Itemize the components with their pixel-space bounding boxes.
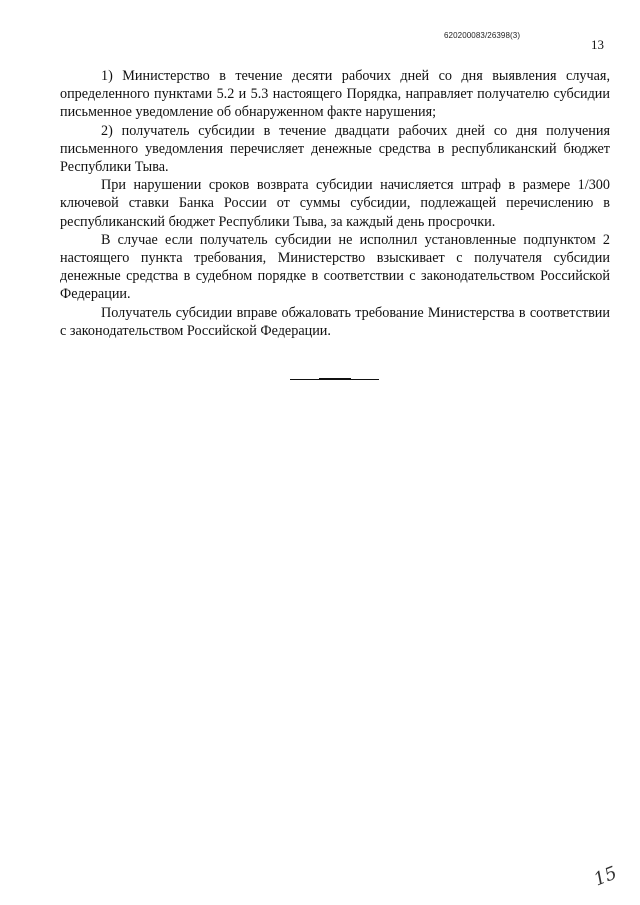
paragraph-refund-by-recipient: 2) получатель субсидии в течение двадцати рабочих дней со дня получения письменного уведомления перечисляет денежные средства в республиканский бюджет Республики Тыва. [60,122,610,176]
paragraph-notification-by-ministry: 1) Министерство в течение десяти рабочих дней со дня выявления случая, определенного пунктами 5.2 и 5.3 настоящего Порядка, направляет получателю субсидии письменное уведомление об обнаруженном факте нарушения; [60,68,610,121]
paragraph-penalty: При нарушении сроков возврата субсидии начисляется штраф в размере 1/300 ключевой ставки Банка России от суммы субсидии, подлежащей перечислению в республиканский бюджет Республики Тыва, за каждый день просрочки. [60,177,610,230]
page-number: 13 [591,37,604,52]
end-of-text-rule-accent [319,378,351,379]
document-registration-number: 620200083/26398(3) [444,31,521,40]
paragraph-court-recovery: В случае если получатель субсидии не исполнил установленные подпунктом 2 настоящего пункта требования, Министерство взыскивает с получателя субсидии денежные средства в судебном порядке в соответствии с законодательством Российской Федерации. [60,231,610,303]
handwritten-sheet-number: 15 [590,862,621,891]
end-of-text-rule [290,379,379,380]
document-body [60,67,610,340]
paragraph-appeal-right: Получатель субсидии вправе обжаловать требование Министерства в соответствии с законодательством Российской Федерации. [60,304,610,339]
